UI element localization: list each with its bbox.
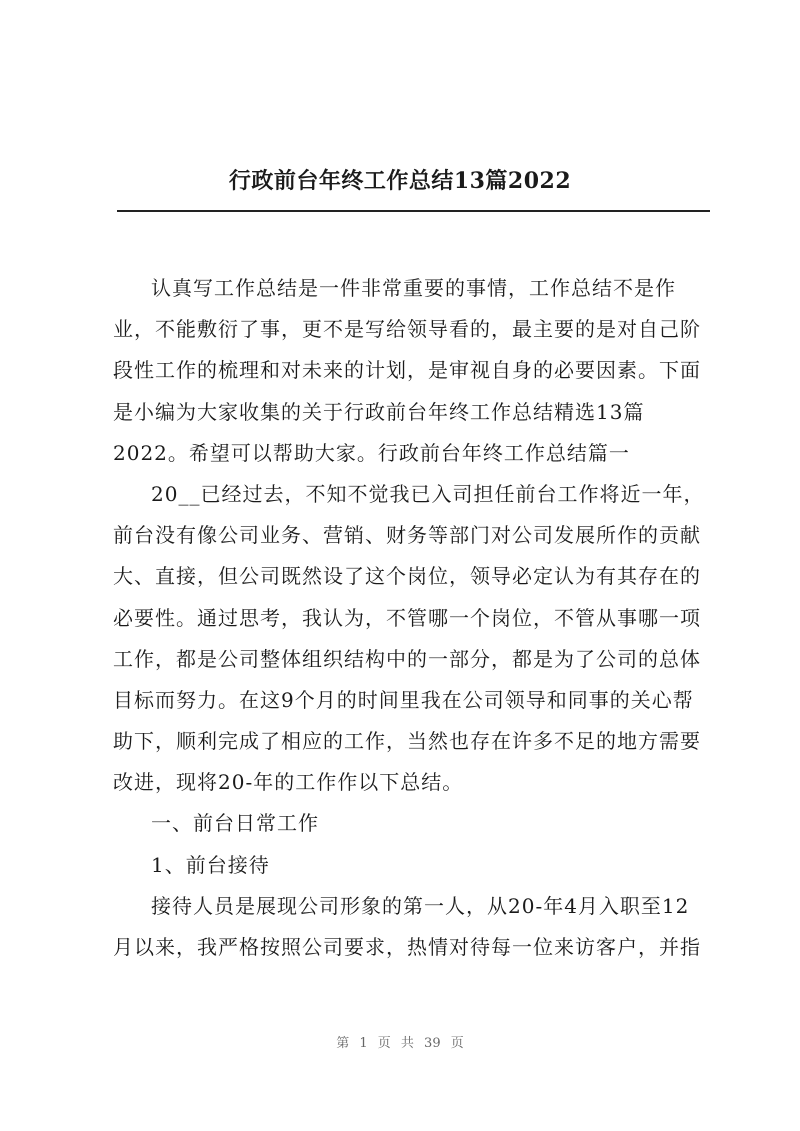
text-line-1: 认真写工作总结是一件非常重要的事情，工作总结不是作 (151, 276, 676, 300)
page-footer: 第 1 页 共 39 页 (336, 1036, 464, 1051)
text-line-7: 前台没有像公司业务、营销、财务等部门对公司发展所作的贡献 (113, 523, 701, 548)
text-line-6: 20__已经过去，不知不觉我已入司担任前台工作将近一年， (151, 481, 705, 506)
text-line-17: 月以来，我严格按照公司要求，热情对待每一位来访客户，并指 (113, 935, 701, 959)
text-line-3: 段性工作的梳理和对未来的计划，是审视自身的必要因素。下面 (113, 358, 701, 383)
text-line-11: 目标而努力。在这9个月的时间里我在公司领导和同事的关心帮 (113, 687, 694, 712)
text-line-2: 业，不能敷衍了事，更不是写给领导看的，最主要的是对自己阶 (113, 317, 701, 342)
document-body (113, 268, 713, 968)
text-line-13: 改进，现将20-年的工作作以下总结。 (113, 770, 464, 795)
text-line-12: 助下，顺利完成了相应的工作，当然也存在许多不足的地方需要 (113, 729, 701, 754)
section-heading-1: 一、前台日常工作 (151, 811, 319, 836)
text-line-10: 工作，都是公司整体组织结构中的一部分，都是为了公司的总体 (113, 646, 701, 671)
title-divider (117, 210, 710, 212)
subsection-heading-1: 1、前台接待 (151, 852, 270, 877)
text-line-5: 2022。希望可以帮助大家。行政前台年终工作总结篇一 (113, 440, 630, 465)
document-title: 行政前台年终工作总结13篇2022 (228, 168, 572, 194)
text-line-9: 必要性。通过思考，我认为，不管哪一个岗位，不管从事哪一项 (113, 605, 701, 630)
text-line-16: 接待人员是展现公司形象的第一人，从20-年4月入职至12 (151, 893, 690, 918)
text-line-8: 大、直接，但公司既然设了这个岗位，领导必定认为有其存在的 (113, 564, 701, 589)
text-line-4: 是小编为大家收集的关于行政前台年终工作总结精选13篇 (113, 399, 645, 424)
